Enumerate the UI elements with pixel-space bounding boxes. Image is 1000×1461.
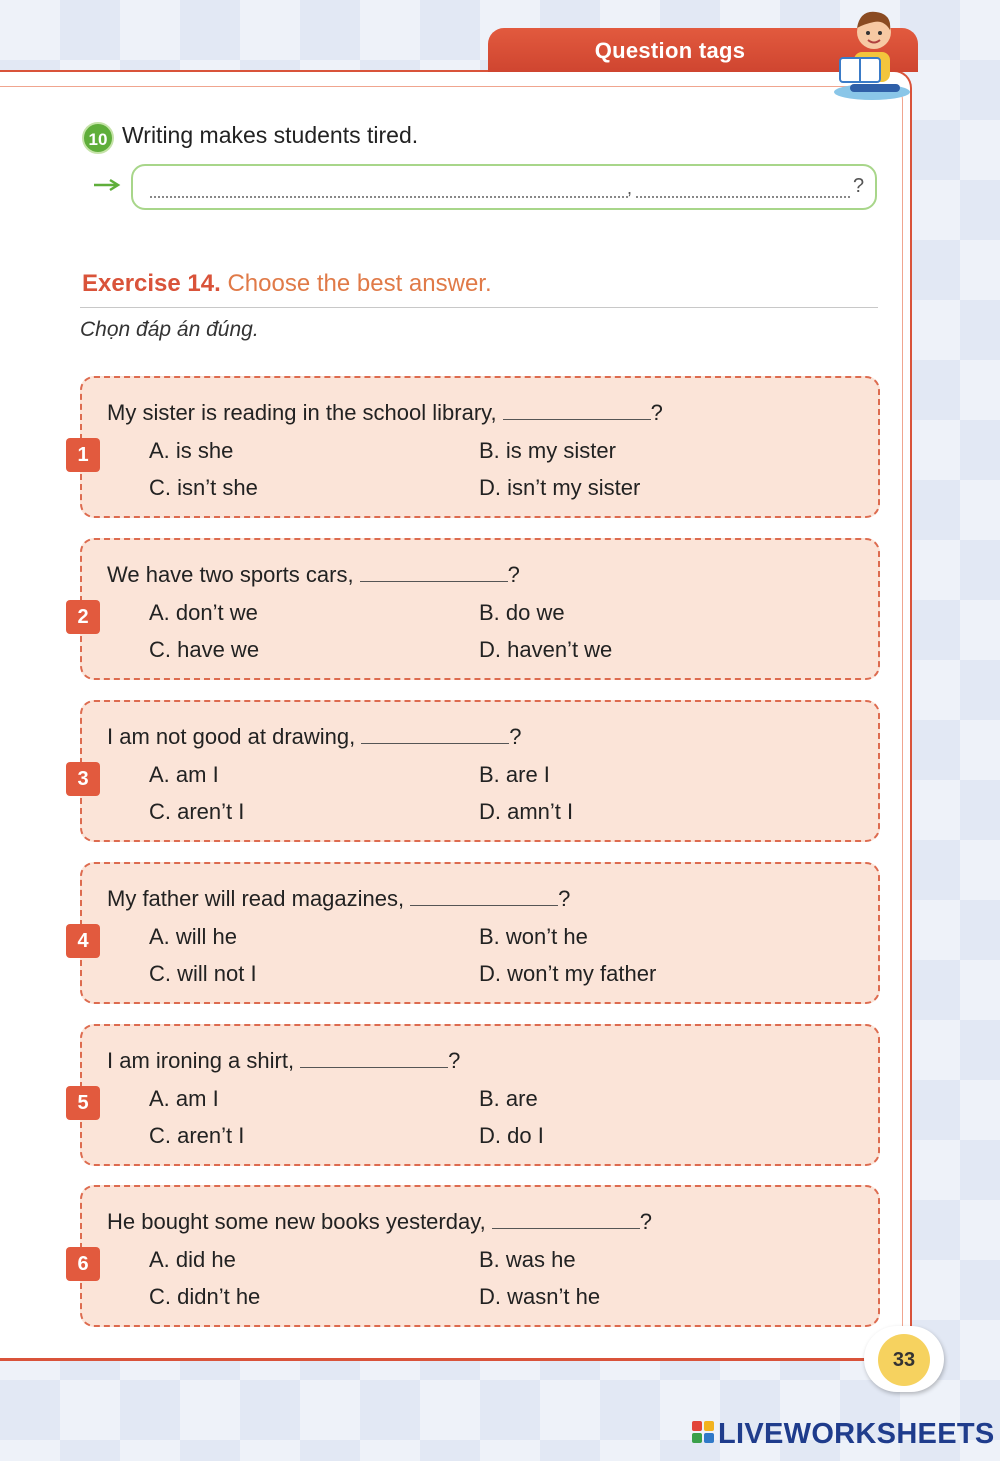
question-number-badge: 1	[66, 438, 100, 472]
question-box-5	[77, 1024, 880, 1166]
answer-blank[interactable]	[492, 1228, 640, 1229]
reading-boy-icon	[830, 2, 920, 102]
question-box-3	[77, 700, 880, 842]
answer-blank-tag	[636, 196, 850, 198]
answer-blank-statement	[150, 196, 628, 198]
question-number-badge: 3	[66, 762, 100, 796]
question-box-2	[77, 538, 880, 680]
option-b[interactable]: B. won’t he	[479, 924, 588, 949]
question-number-badge: 2	[66, 600, 100, 634]
question-stem: My sister is reading in the school library, ?	[107, 400, 663, 425]
question-stem: I am not good at drawing, ?	[107, 724, 522, 749]
option-b[interactable]: B. are	[479, 1086, 538, 1111]
option-d[interactable]: D. isn’t my sister	[479, 475, 641, 500]
answer-blank[interactable]	[503, 419, 651, 420]
option-a[interactable]: A. is she	[149, 438, 234, 463]
brand-name: LIVEWORKSHEETS	[718, 1418, 995, 1450]
option-c[interactable]: C. isn’t she	[149, 475, 258, 500]
header-title: Question tags	[594, 38, 746, 63]
question-stem: He bought some new books yesterday, ?	[107, 1209, 652, 1234]
option-b[interactable]: B. is my sister	[479, 438, 616, 463]
question-box-4	[77, 862, 880, 1004]
exercise-title	[82, 270, 492, 298]
answer-comma: ,	[627, 178, 633, 198]
option-b[interactable]: B. was he	[479, 1247, 576, 1272]
exercise-number: Exercise 14.	[82, 270, 221, 297]
option-c[interactable]: C. have we	[149, 637, 260, 662]
question-stem: I am ironing a shirt, ?	[107, 1048, 461, 1073]
brand-logo	[692, 1418, 995, 1458]
answer-question-mark: ?	[853, 175, 865, 197]
exercise-subtitle: Chọn đáp án đúng.	[80, 318, 259, 341]
page-number: 33	[878, 1334, 930, 1386]
answer-blank[interactable]	[300, 1067, 448, 1068]
option-a[interactable]: A. did he	[149, 1247, 236, 1272]
answer-blank[interactable]	[410, 905, 558, 906]
answer-blank[interactable]	[361, 743, 509, 744]
question-box-1	[77, 376, 880, 518]
question-stem: My father will read magazines, ?	[107, 886, 571, 911]
exercise-divider	[80, 307, 878, 308]
option-c[interactable]: C. didn’t he	[149, 1284, 261, 1309]
question-10-badge: 10	[82, 122, 114, 154]
question-stem: We have two sports cars, ?	[107, 562, 520, 587]
option-d[interactable]: D. amn’t I	[479, 799, 574, 824]
question-box-6	[77, 1185, 880, 1327]
option-a[interactable]: A. will he	[149, 924, 238, 949]
answer-blank[interactable]	[360, 581, 508, 582]
option-d[interactable]: D. won’t my father	[479, 961, 657, 986]
question-number-badge: 6	[66, 1247, 100, 1281]
exercise-instruction: Choose the best answer.	[227, 270, 492, 297]
option-d[interactable]: D. haven’t we	[479, 637, 613, 662]
option-b[interactable]: B. do we	[479, 600, 565, 625]
question-10-text: Writing makes students tired.	[122, 122, 419, 148]
option-b[interactable]: B. are I	[479, 762, 550, 787]
option-d[interactable]: D. do I	[479, 1123, 544, 1148]
question-number-badge: 5	[66, 1086, 100, 1120]
liveworksheets-logo-icon	[692, 1421, 714, 1443]
option-a[interactable]: A. am I	[149, 1086, 219, 1111]
arrow-right-icon	[92, 178, 122, 192]
option-c[interactable]: C. will not I	[149, 961, 257, 986]
footer-divider	[0, 1359, 880, 1361]
option-a[interactable]: A. don’t we	[149, 600, 258, 625]
option-c[interactable]: C. aren’t I	[149, 799, 245, 824]
question-10-answer-field[interactable]	[131, 164, 877, 210]
option-a[interactable]: A. am I	[149, 762, 219, 787]
question-number-badge: 4	[66, 924, 100, 958]
option-c[interactable]: C. aren’t I	[149, 1123, 245, 1148]
option-d[interactable]: D. wasn’t he	[479, 1284, 601, 1309]
